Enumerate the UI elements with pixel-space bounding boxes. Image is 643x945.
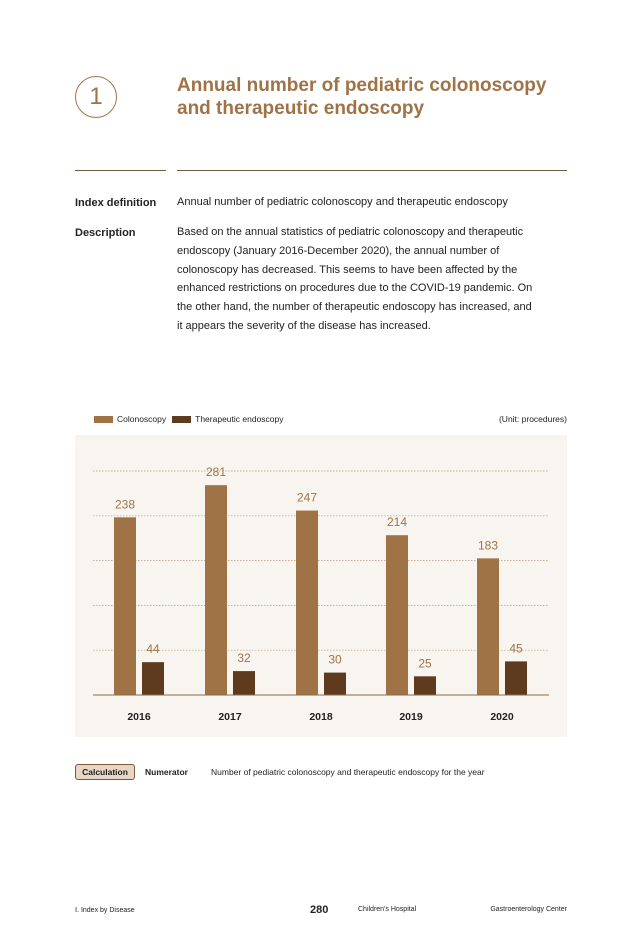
data-label: 25 xyxy=(418,656,432,671)
description-text xyxy=(177,223,569,336)
bar-therapeutic xyxy=(324,673,346,695)
legend-swatch-colonoscopy xyxy=(94,416,113,423)
bar-therapeutic xyxy=(505,661,527,695)
data-label: 45 xyxy=(509,641,523,656)
description-line: Based on the annual statistics of pediatric colonoscopy and therapeutic xyxy=(177,226,524,238)
divider-right xyxy=(177,170,567,171)
description-line: the other hand, the number of therapeutic endoscopy has increased, and xyxy=(177,301,532,314)
section-number: 1 xyxy=(75,76,117,118)
description-line: colonoscopy has decreased. This seems to have been affected by the xyxy=(177,263,518,276)
x-tick-label: 2019 xyxy=(399,711,423,723)
legend-swatch-therapeutic xyxy=(172,416,191,423)
description-label: Description xyxy=(75,227,136,239)
unit-label: (Unit: procedures) xyxy=(498,414,567,424)
description-line: enhanced restrictions on procedures due to the COVID-19 pandemic. On xyxy=(177,282,533,295)
data-label: 238 xyxy=(114,497,136,512)
description-line: it appears the severity of the disease has increased. xyxy=(177,319,431,332)
x-tick-label: 2016 xyxy=(127,711,151,723)
bar-therapeutic xyxy=(233,671,255,695)
numerator-text: Number of pediatric colonoscopy and therapeutic endoscopy for the year xyxy=(211,767,485,777)
data-label: 30 xyxy=(328,652,342,667)
footer-department: Gastroenterology Center xyxy=(490,906,567,913)
data-label: 281 xyxy=(205,465,227,480)
x-tick-label: 2020 xyxy=(490,711,514,723)
page-number: 280 xyxy=(310,904,329,916)
bar-colonoscopy xyxy=(114,517,136,695)
data-label: 247 xyxy=(296,490,318,505)
x-tick-label: 2018 xyxy=(309,711,333,723)
bar-therapeutic xyxy=(142,662,164,695)
divider-left xyxy=(75,170,166,171)
bar-colonoscopy xyxy=(386,535,408,695)
calculation-badge: Calculation xyxy=(75,764,135,780)
page-title: Annual number of pediatric colonoscopy and therapeutic endoscopy xyxy=(177,75,547,119)
data-label: 32 xyxy=(237,651,251,666)
data-label: 183 xyxy=(477,538,499,553)
definition-text: Annual number of pediatric colonoscopy and therapeutic endoscopy xyxy=(177,196,508,208)
bar-colonoscopy xyxy=(296,511,318,695)
data-label: 44 xyxy=(146,642,160,657)
definition-label: Index definition xyxy=(75,197,157,209)
footer-section: Ⅰ. Index by Disease xyxy=(75,907,135,914)
legend-label-colonoscopy: Colonoscopy xyxy=(117,414,167,424)
data-label: 214 xyxy=(386,515,408,530)
chart-legend xyxy=(94,414,284,424)
bar-therapeutic xyxy=(414,676,436,695)
footer-hospital: Children's Hospital xyxy=(358,906,417,913)
numerator-label: Numerator xyxy=(145,767,188,777)
bar-colonoscopy xyxy=(205,485,227,695)
chart-area xyxy=(75,435,567,737)
legend-label-therapeutic: Therapeutic endoscopy xyxy=(195,414,284,424)
bar-chart xyxy=(75,435,567,737)
x-tick-label: 2017 xyxy=(218,711,242,723)
description-line: endoscopy (January 2016-December 2020), the annual number of xyxy=(177,244,500,257)
bar-colonoscopy xyxy=(477,558,499,695)
